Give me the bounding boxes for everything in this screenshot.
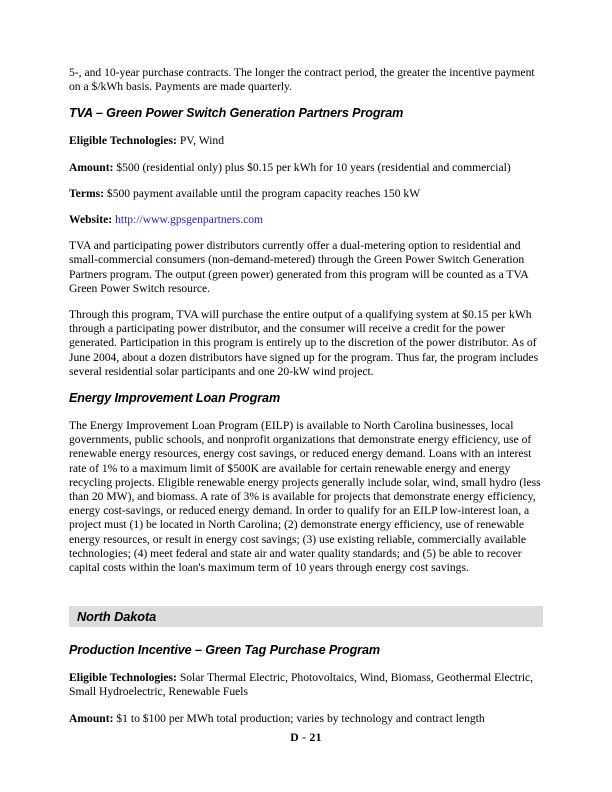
website-link[interactable]: http://www.gpsgenpartners.com [115,213,264,227]
eilp-paragraph-1: The Energy Improvement Loan Program (EILP) is available to North Carolina businesses, local governments, public schools, and nonprofit organizations that demonstrate energy efficiency, use of renewable energy resources, energy cost savings, or reduced energy demand. Loans with an interest rate of 1% to a maximum limit of $500K are available for certain renewable energy and energy recycling projects. Eligible renewable energy projects generally include solar, wind, small hydro (less than 20 MW), and biomass. A rate of 3% is available for projects that demonstrate energy efficiency, energy cost-savings, or reduced energy demand. In order to qualify for an EILP low-interest loan, a project must (1) be located in North Carolina; (2) demonstrate energy efficiency, use of renewable energy resources, or result in energy cost savings; (3) use existing reliable, commercially available technologies; (4) meet federal and state air and water quality standards; and (5) be able to recover capital costs within the loan's maximum term of 10 years through energy cost savings. [69,419,541,575]
field-website-tva [69,213,543,227]
field-label-amount-nd: Amount: [69,711,114,725]
state-section-header-north-dakota [69,606,543,627]
field-amount-nd [69,712,543,726]
field-label-eligible-technologies-nd: Eligible Technologies: [69,671,177,685]
tva-paragraph-1: TVA and participating power distributors currently offer a dual-metering option to residential and small-commercial consumers (non-demand-metered) through the Green Power Switch Generation Partners program. The output (green power) generated from this program will be counted as a TVA Green Power Switch resource. [69,239,529,295]
heading-energy-improvement-loan-program: Energy Improvement Loan Program [69,391,281,406]
field-value-amount: $500 (residential only) plus $0.15 per kWh for 10 years (residential and commercial) [116,160,511,174]
page-content [69,66,543,738]
heading-tva-green-power-switch: TVA – Green Power Switch Generation Partners Program [69,106,404,121]
field-value-eligible-technologies: PV, Wind [179,134,225,148]
heading-production-incentive-green-tag: Production Incentive – Green Tag Purchase Program [69,643,380,658]
state-name-label: North Dakota [77,609,157,625]
field-amount-tva [69,161,543,175]
field-eligible-technologies-nd [69,671,543,699]
field-label-eligible-technologies: Eligible Technologies: [69,134,177,148]
field-label-amount: Amount: [69,160,114,174]
field-terms-tva [69,187,543,201]
field-value-amount-nd: $1 to $100 per MWh total production; varies by technology and contract length [116,711,485,725]
field-value-eligible-technologies-nd: Solar Thermal Electric, Photovoltaics, Wind, Biomass, Geothermal Electric, Small Hydroelectric, Renewable Fuels [69,671,534,699]
field-value-terms: $500 payment available until the program capacity reaches 150 kW [106,186,421,200]
field-eligible-technologies-tva [69,134,543,148]
page-footer: D - 21 [290,731,322,744]
section-spacer [69,587,543,606]
continued-paragraph: 5-, and 10-year purchase contracts. The longer the contract period, the greater the incentive payment on a $/kWh basis. Payments are made quarterly. [69,66,535,94]
field-label-website: Website: [69,213,113,227]
field-label-terms: Terms: [69,186,104,200]
tva-paragraph-2: Through this program, TVA will purchase the entire output of a qualifying system at $0.15 per kWh through a participating power distributor, and the consumer will receive a credit for the power generated. Participation in this program is entirely up to the discretion of the power distributor. As of June 2004, about a dozen distributors have signed up for the program. Thus far, the program includes several residential solar participants and one 20-kW wind project. [69,308,539,378]
